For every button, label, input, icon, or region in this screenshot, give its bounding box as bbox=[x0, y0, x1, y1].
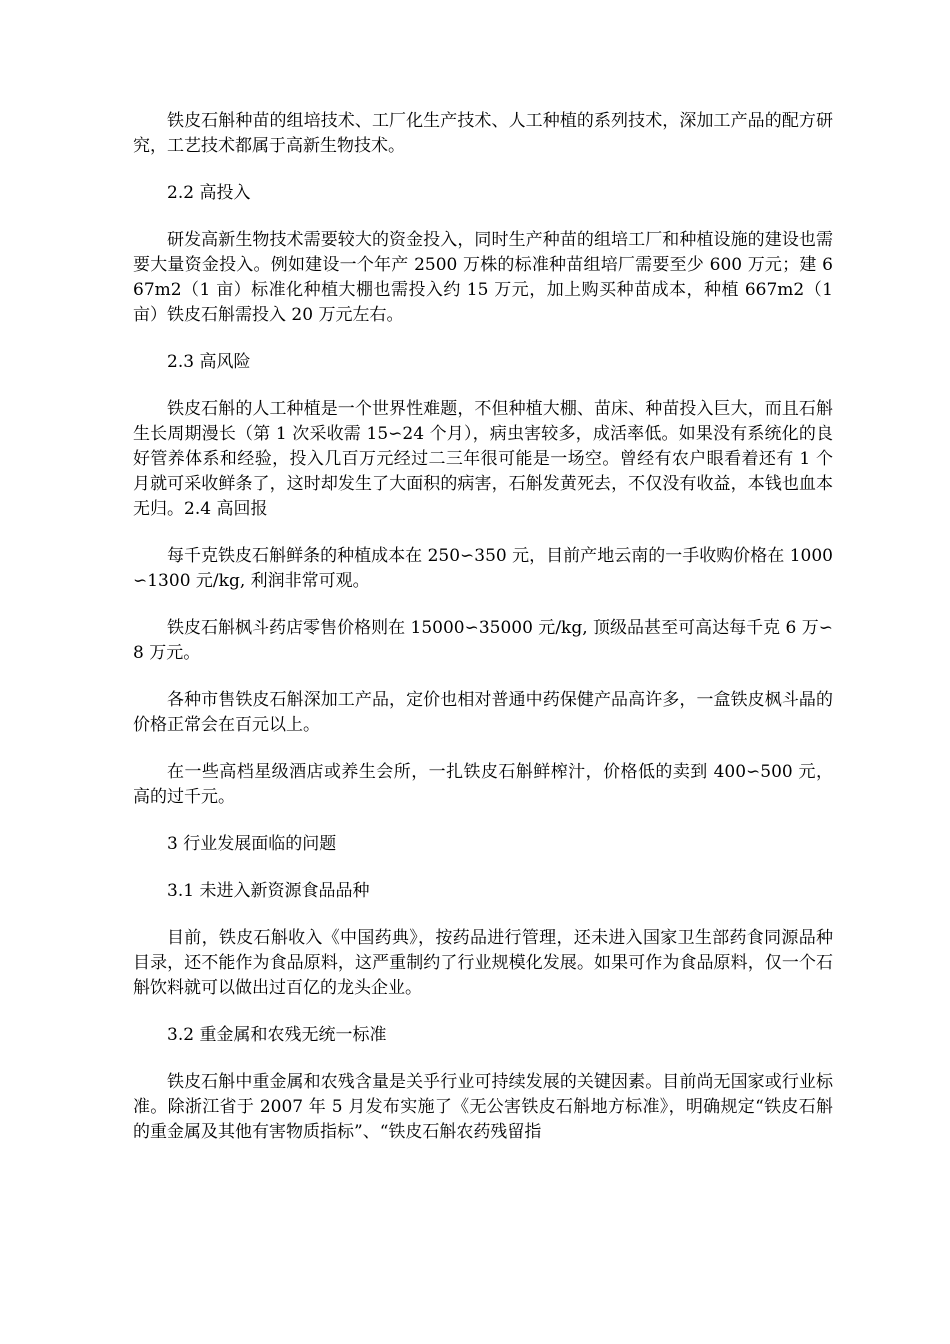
section-heading-2-2: 2.2 高投入 bbox=[167, 183, 251, 203]
section-heading-3-1: 3.1 未进入新资源食品品种 bbox=[167, 881, 370, 901]
paragraph-investment: 研发高新生物技术需要较大的资金投入，同时生产种苗的组培工厂和种植设施的建设也需要大量资金投入。例如建设一个年产 2500 万株的标准种苗组培厂需要至少 600 万元；建 667m2（1 亩）标准化种植大棚也需投入约 15 万元，加上购买种苗成本，种植 667m2（1 亩）铁皮石斛需投入 20 万元左右。 bbox=[133, 230, 833, 325]
paragraph-pharmacopoeia: 目前，铁皮石斛收入《中国药典》，按药品进行管理，还未进入国家卫生部药食同源品种目录，还不能作为食品原料，这严重制约了行业规模化发展。如果可作为食品原料，仅一个石斛饮料就可以做出过百亿的龙头企业。 bbox=[133, 928, 833, 998]
paragraph-products: 各种市售铁皮石斛深加工产品，定价也相对普通中药保健产品高许多，一盒铁皮枫斗晶的价格正常会在百元以上。 bbox=[133, 690, 833, 735]
paragraph-risk: 铁皮石斛的人工种植是一个世界性难题，不但种植大棚、苗床、种苗投入巨大，而且石斛生长周期漫长（第 1 次采收需 15∽24 个月），病虫害较多，成活率低。如果没有系统化的良好管养体系和经验，投入几百万元经过二三年很可能是一场空。曾经有农户眼看着还有 1 个月就可采收鲜条了，这时却发生了大面积的病害，石斛发黄死去，不仅没有收益，本钱也血本无归。2.4 高回报 bbox=[133, 399, 833, 519]
paragraph-tech: 铁皮石斛种苗的组培技术、工厂化生产技术、人工种植的系列技术，深加工产品的配方研究，工艺技术都属于高新生物技术。 bbox=[133, 111, 833, 156]
paragraph-juice: 在一些高档星级酒店或养生会所，一扎铁皮石斛鲜榨汁，价格低的卖到 400∽500 元，高的过千元。 bbox=[133, 762, 833, 807]
paragraph-cost: 每千克铁皮石斛鲜条的种植成本在 250∽350 元，目前产地云南的一手收购价格在 1000∽1300 元/kg, 利润非常可观。 bbox=[133, 546, 833, 591]
paragraph-heavy-metals: 铁皮石斛中重金属和农残含量是关乎行业可持续发展的关键因素。目前尚无国家或行业标准。除浙江省于 2007 年 5 月发布实施了《无公害铁皮石斛地方标准》，明确规定“铁皮石斛的重金属及其他有害物质指标”、“铁皮石斛农药残留指 bbox=[133, 1072, 833, 1142]
section-heading-3: 3 行业发展面临的问题 bbox=[167, 834, 337, 854]
section-heading-2-3: 2.3 高风险 bbox=[167, 352, 251, 372]
paragraph-retail-price: 铁皮石斛枫斗药店零售价格则在 15000∽35000 元/kg, 顶级品甚至可高达每千克 6 万∽8 万元。 bbox=[133, 618, 833, 663]
document-body bbox=[133, 109, 833, 1167]
section-heading-3-2: 3.2 重金属和农残无统一标准 bbox=[167, 1025, 387, 1045]
